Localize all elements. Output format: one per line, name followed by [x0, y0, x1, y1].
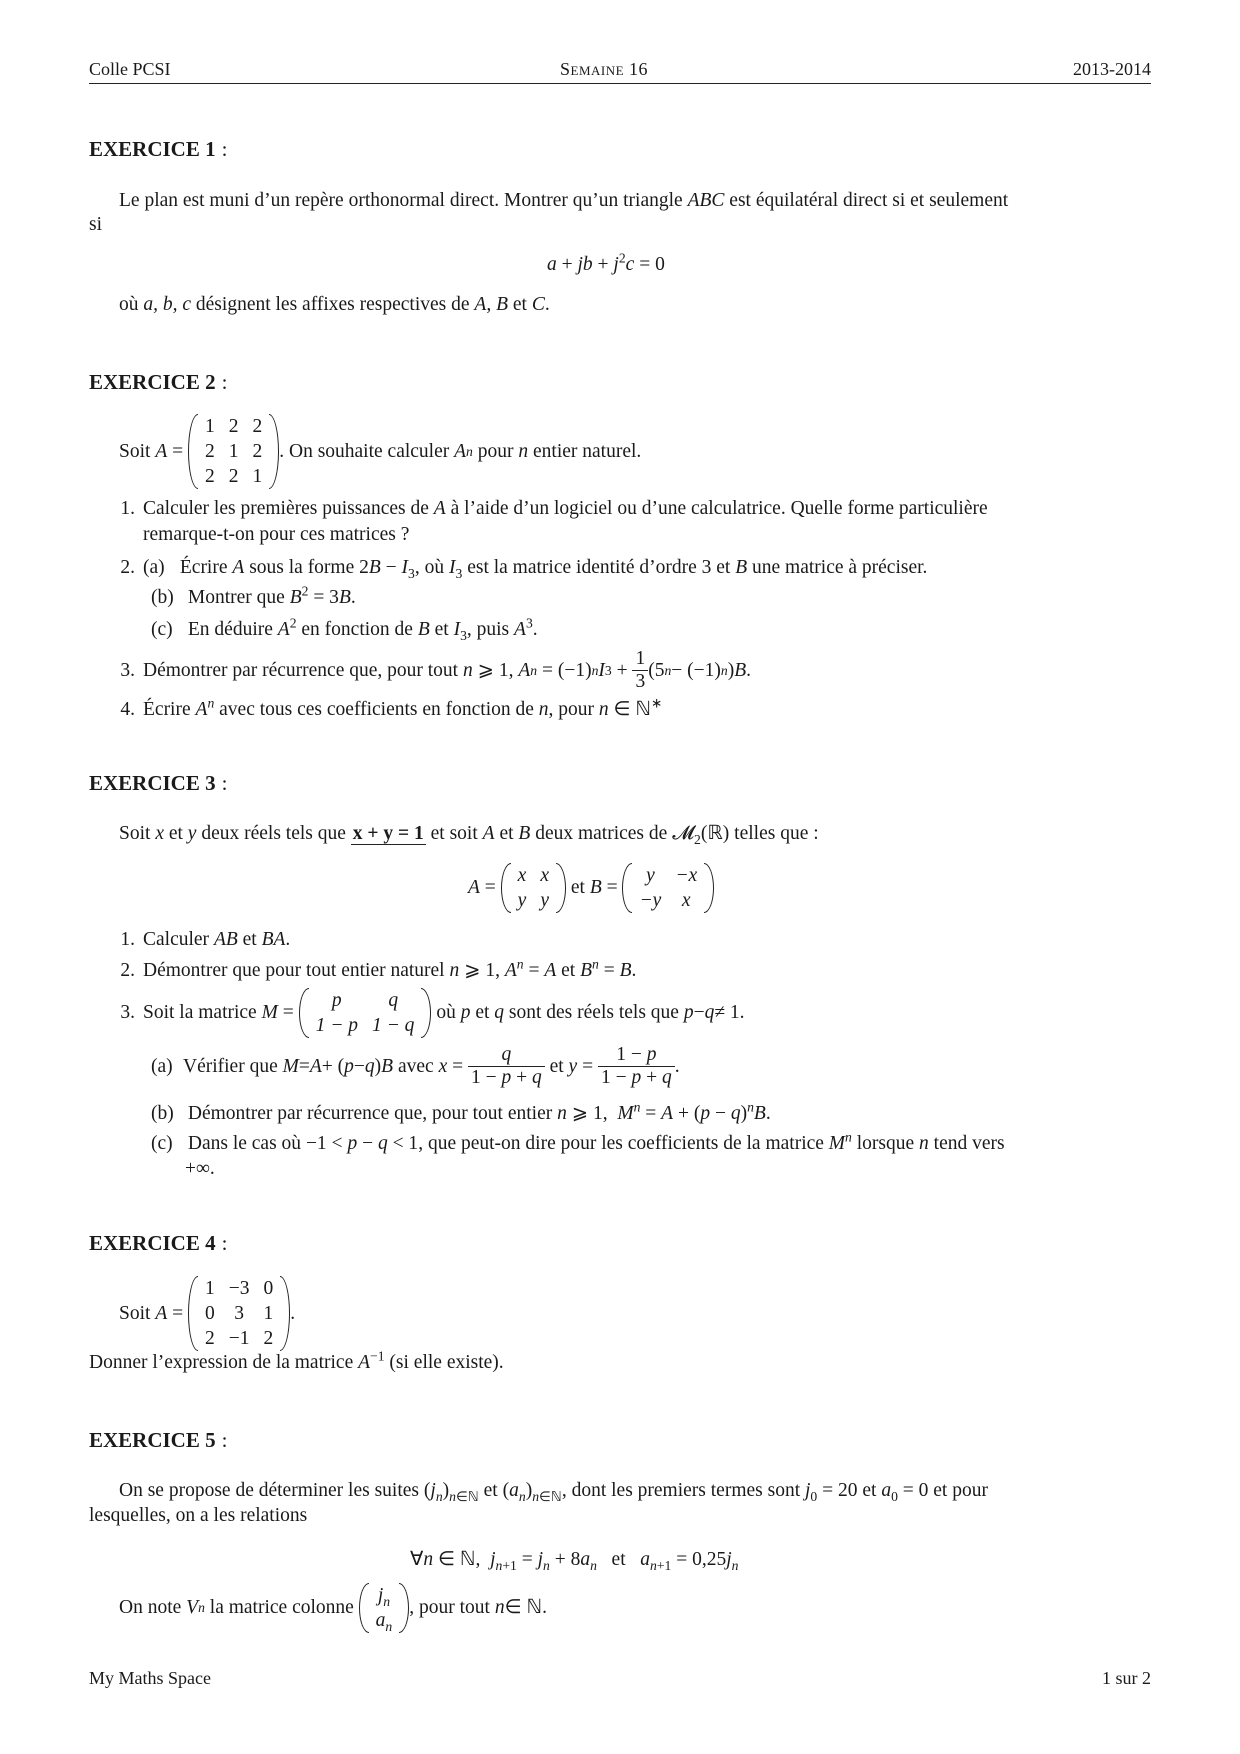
header-center: Semaine 16 [560, 59, 649, 79]
ex3-q2: 2. Démontrer que pour tout entier naturel n ⩾ 1, $A^n = A$ et $B^n = B$. [120, 956, 637, 981]
ex3-qc: (c) Dans le cas où −1 < p − q < 1, que peut-on dire pour les coefficients de la matrice $M^n$ lorsque n tend vers [151, 1129, 1005, 1154]
header-left: Colle PCSI [89, 59, 171, 79]
ex2-q1: 1. Calculer les premières puissances de A à l’aide d’un logiciel ou d’une calculatrice. Quelle forme particulière [120, 498, 988, 519]
ex3-matrix-A: x x y y [501, 863, 566, 913]
ex1-paragraph-2: où a, b, c désignent les affixes respectives de A, B et C. [119, 294, 550, 315]
ex3-qc-cont: +∞. [185, 1158, 215, 1179]
ex4-matrix-A: 1 −3 0 0 3 1 2 −1 2 [188, 1276, 290, 1351]
ex1-paragraph-cont: si [89, 214, 103, 235]
ex2-intro: Soit A = 1 2 2 2 1 2 2 2 1 . On souhaite calculer A n pour n entier naturel. [119, 416, 642, 487]
footer-right: 1 sur 2 [1102, 1668, 1151, 1688]
ex5-vector: On note V n la matrice colonne $j_n$ $a_n$ , pour tout n ∈ ℕ. [119, 1585, 547, 1634]
ex2-q2a: 2. (a) Écrire A sous la forme $2B - I_3$, où $I_3$ est la matrice identité d’ordre 3 et B une matrice à préciser. [120, 557, 928, 581]
exercise-title: EXERCICE 5 : [89, 1428, 228, 1452]
ex2-q4: 4. Écrire $A^n$ avec tous ces coefficients en fonction de n, pour n ∈ ℕ∗ [120, 695, 663, 720]
exercise-title: EXERCICE 2 : [89, 370, 228, 394]
ex2-q3: 3. Démontrer par récurrence que, pour tout n ⩾ 1, A n = (−1) n I 3 + $\frac{1}{3}$ (5 n − (−1) n ) B . [120, 648, 752, 692]
ex3-qa: (a) Vérifier que M = A + ( p − q ) B avec x = $\frac{q}{1 - p + q}$ et y = $\frac{1 - p}{1 - p + q}$ . [151, 1044, 680, 1088]
exercise-title: EXERCICE 3 : [89, 771, 228, 795]
header-rule [89, 83, 1151, 84]
ex2-q1-cont: remarque-t-on pour ces matrices ? [143, 524, 410, 545]
ex5-column-matrix: $j_n$ $a_n$ [359, 1583, 410, 1633]
ex1-equation: a + jb + $j^2c = 0$ [547, 250, 665, 275]
ex3-q1: 1. Calculer AB et BA. [120, 929, 291, 950]
ex4-intro: Soit A = 1 −3 0 0 3 1 2 −1 2 . [119, 1278, 296, 1349]
exercise-title: EXERCICE 4 : [89, 1231, 228, 1255]
ex3-matrices: A = x x y y et B = y −x −y x [468, 863, 714, 913]
ex3-intro: Soit x et y deux réels tels que x + y = 1 et soit A et B deux matrices de 𝓜$_2$(ℝ) telles que : [119, 823, 819, 847]
ex5-paragraph-cont: lesquelles, on a les relations [89, 1505, 308, 1526]
ex5-paragraph: On se propose de déterminer les suites $(j_n)_{n\in ℕ}$ et $(a_n)_{n\in ℕ}$, dont les premiers termes sont $j_0 = 20$ et $a_0 = 0$ et pour [119, 1480, 988, 1504]
ex2-matrix-A: 1 2 2 2 1 2 2 2 1 [188, 414, 279, 489]
exercise-title: EXERCICE 1 : [89, 137, 228, 161]
ex3-matrix-M: p q 1 − p 1 − q [299, 988, 432, 1038]
ex2-q2b: (b) Montrer que $B^2 = 3B$. [151, 583, 356, 608]
ex3-q3: 3. Soit la matrice M = p q 1 − p 1 − q où p et q sont des réels tels que p − q ≠ 1. [120, 990, 745, 1036]
ex4-question: Donner l’expression de la matrice $A^{-1}$ (si elle existe). [89, 1348, 504, 1373]
ex1-paragraph: Le plan est muni d’un repère orthonormal direct. Montrer qu’un triangle ABC est équilatéral direct si et seulement [119, 190, 1009, 211]
ex3-matrix-B: y −x −y x [622, 863, 714, 913]
footer-left: My Maths Space [89, 1668, 211, 1688]
ex5-relations: ∀n ∈ ℕ, $j_{n+1} = j_n + 8a_n$ et $a_{n+1} = 0,25j_n$ [410, 1549, 739, 1573]
ex3-qb: (b) Démontrer par récurrence que, pour tout entier n ⩾ 1, $M^n = A + (p - q)^nB$. [151, 1099, 771, 1124]
header-right: 2013-2014 [1073, 59, 1151, 79]
ex2-q2c: (c) En déduire $A^2$ en fonction de B et $I_3$, puis $A^3$. [151, 615, 538, 643]
